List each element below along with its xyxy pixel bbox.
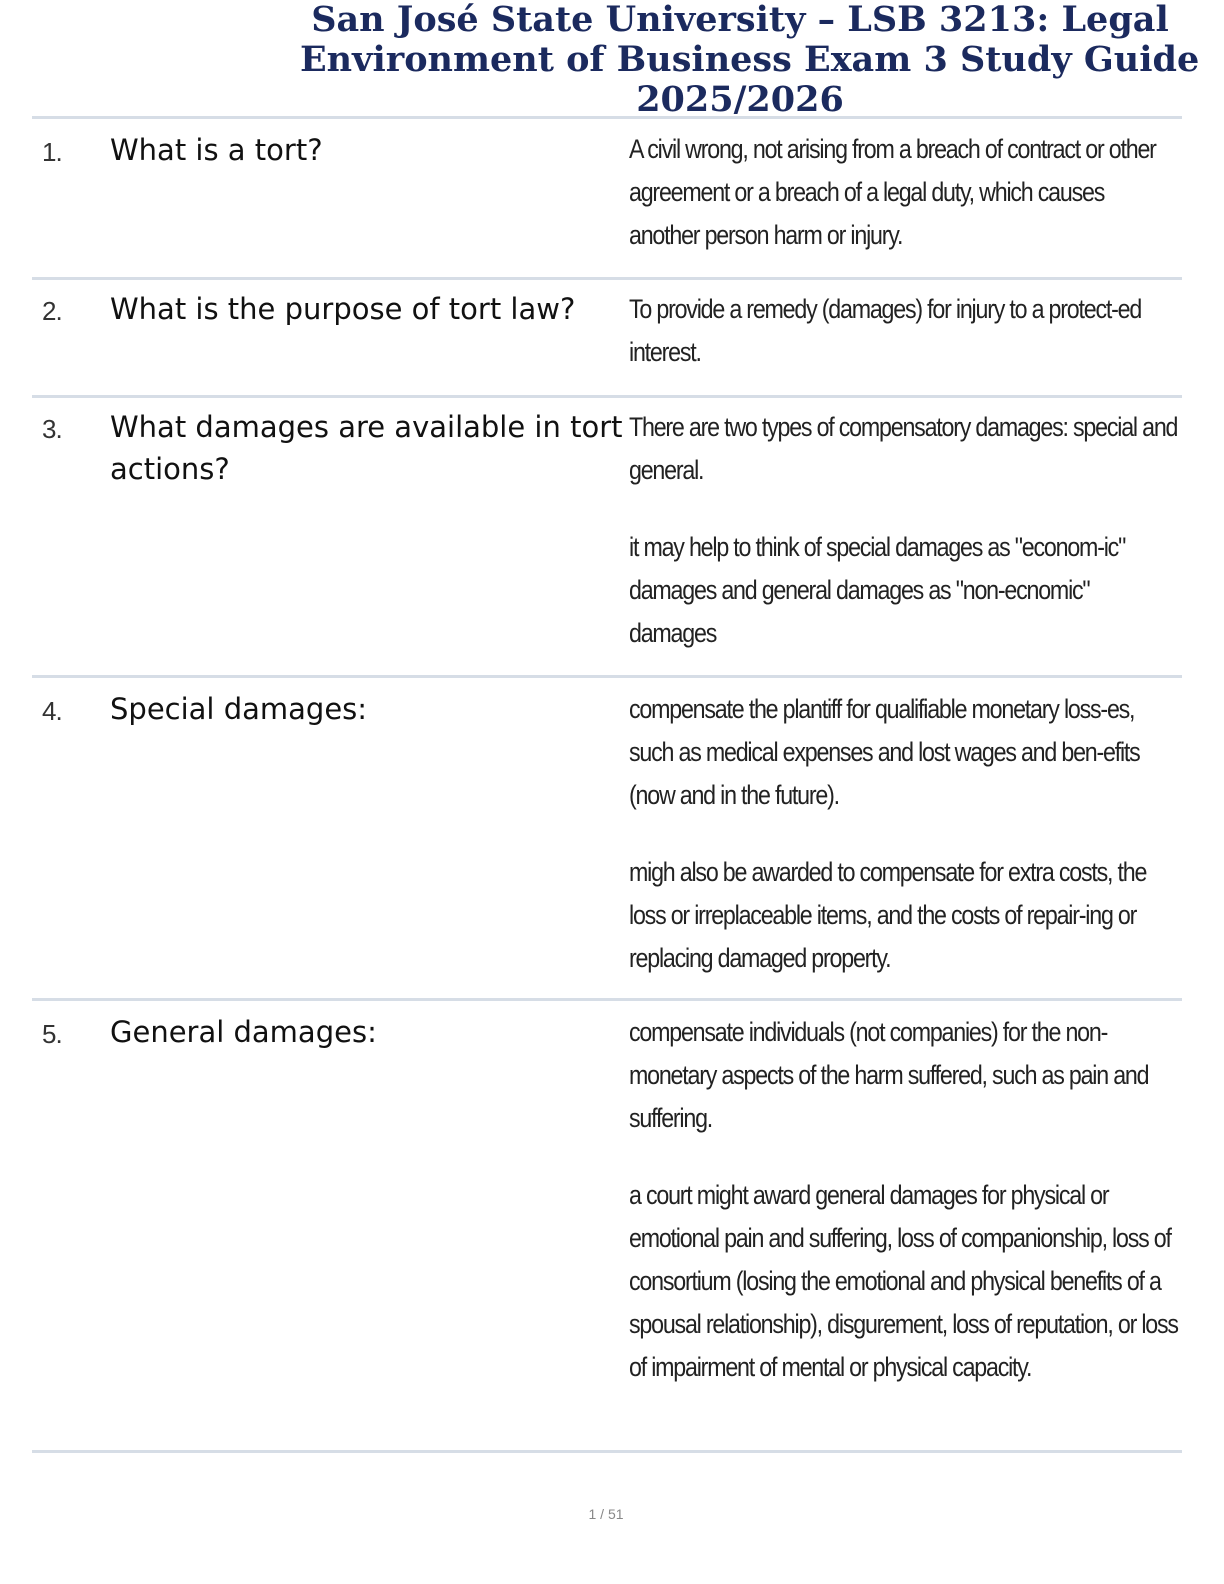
answer-paragraph: compensate the plantiff for qualifiable monetary loss-es, such as medical expenses and lost wages and ben-efits (now and in the future). [629, 694, 1140, 810]
card-answer [629, 1011, 1178, 1389]
page-indicator: 1 / 51 [588, 1506, 624, 1522]
answer-paragraph: A civil wrong, not arising from a breach of contract or other agreement or a breach of a legal duty, which causes another person harm or injury. [629, 134, 1156, 250]
answer-paragraph: a court might award general damages for physical or emotional pain and suffering, loss of companionship, loss of consortium (losing the emotional and physical benefits of a spousal relationship), disgurement, loss of reputation, or loss of impairment of mental or physical capacity. [629, 1180, 1178, 1382]
title-line-1: San José State University – LSB 3213: Legal [311, 0, 1169, 40]
flashcard-2 [32, 280, 1182, 398]
card-answer [629, 288, 1142, 374]
card-answer [629, 406, 1178, 655]
flashcard-1 [32, 119, 1182, 280]
answer-paragraph: migh also be awarded to compensate for extra costs, the loss or irreplaceable items, and the costs of repair-ing or replacing damaged property. [629, 857, 1147, 973]
card-number: 5. [42, 1019, 62, 1049]
card-term: What is the purpose of tort law? [110, 292, 576, 326]
flashcard-4 [32, 678, 1182, 1001]
page-title [300, 0, 1200, 120]
title-line-3: 2025/2026 [636, 79, 844, 120]
card-term: What damages are available in tort actions? [110, 410, 623, 486]
flashcard-5 [32, 1001, 1182, 1453]
card-term: General damages: [110, 1015, 377, 1049]
card-number: 4. [42, 696, 62, 726]
card-term: Special damages: [110, 692, 368, 726]
card-term: What is a tort? [110, 133, 323, 167]
card-number: 3. [42, 414, 62, 444]
answer-paragraph: compensate individuals (not companies) for the non-monetary aspects of the harm suffered, such as pain and suffering. [629, 1017, 1149, 1133]
answer-paragraph: it may help to think of special damages as "econom-ic" damages and general damages as "non-ecnomic" damages [629, 532, 1126, 648]
card-number: 1. [42, 137, 62, 167]
answer-paragraph: There are two types of compensatory damages: special and general. [629, 412, 1178, 485]
title-line-2: Environment of Business Exam 3 Study Guide [300, 39, 1200, 80]
answer-paragraph: To provide a remedy (damages) for injury to a protect-ed interest. [629, 294, 1142, 367]
card-number: 2. [42, 296, 62, 326]
card-answer [629, 688, 1147, 980]
flashcard-3 [32, 398, 1182, 678]
card-answer [629, 128, 1156, 257]
